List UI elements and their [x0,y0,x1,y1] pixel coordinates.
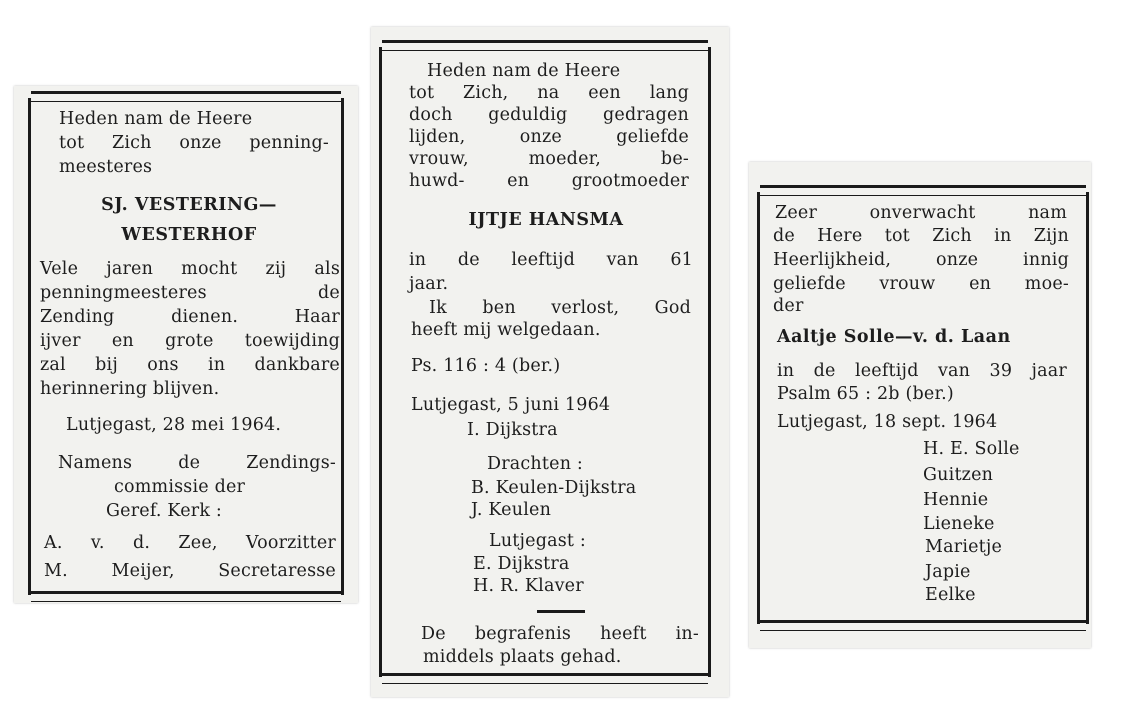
scripture-reference: Ps. 116 : 4 (ber.) [411,356,561,376]
death-notice-westerhof [14,86,358,603]
family-member: J. Keulen [471,500,552,520]
notice-line: der [773,296,804,316]
notice-line: meesteres [59,157,153,177]
notice-line: Heden nam de Heere [59,109,253,129]
notice-line: huwd- en grootmoeder [409,171,689,191]
notice-date: Lutjegast, 18 sept. 1964 [777,412,998,432]
notice-date: Lutjegast, 28 mei 1964. [66,415,282,435]
notice-line: lijden, onze geliefde [409,127,689,147]
notice-line: Heden nam de Heere [427,61,621,81]
deceased-name: Aaltje Solle—v. d. Laan [777,327,1011,347]
notice-line: tot Zich, na een lang [409,83,689,103]
notice-line: heeft mij welgedaan. [411,320,601,340]
notice-line: tot Zich onze penning- [59,133,329,153]
signatory-line: A. v. d. Zee, Voorzitter [44,533,336,553]
notice-line: in de leeftijd van 61 [409,250,693,270]
family-member: H. R. Klaver [473,576,584,596]
notice-line: Zeer onverwacht nam [775,203,1067,223]
notice-line: De begrafenis heeft in- [421,624,699,644]
notice-line: in de leeftijd van 39 jaar [777,361,1067,381]
death-notice-hansma [371,27,729,697]
notice-line: middels plaats gehad. [423,647,622,667]
notice-line: zal bij ons in dankbare [40,355,340,375]
family-member: Lieneke [923,514,995,534]
family-member: B. Keulen-Dijkstra [471,478,637,498]
notice-line: geliefde vrouw en moe- [773,274,1069,294]
death-notice-solle [749,162,1091,648]
family-member: Eelke [925,585,976,605]
deceased-name: IJTJE HANSMA [468,210,624,230]
notice-date: Lutjegast, 5 juni 1964 [411,395,611,415]
signatory-line: Namens de Zendings- [58,453,336,473]
notice-top-rule [760,185,1086,196]
deceased-name: SJ. VESTERING— [101,195,277,215]
notice-line: Vele jaren mocht zij als [40,259,340,279]
notice-line: Ik ben verlost, God [429,298,691,318]
notice-line: Zending dienen. Haar [40,307,340,327]
deceased-name: WESTERHOF [121,225,257,245]
notice-line: de Here tot Zich in Zijn [773,226,1069,246]
family-member: Marietje [925,537,1003,557]
notice-line: vrouw, moeder, be- [409,149,689,169]
family-member: Hennie [923,490,989,510]
family-place: Lutjegast : [489,531,587,551]
notice-bottom-rule [760,620,1086,631]
signatory-line: Geref. Kerk : [106,501,223,521]
family-member: I. Dijkstra [467,420,558,440]
scripture-reference: Psalm 65 : 2b (ber.) [777,384,954,404]
notice-line: jaar. [409,274,449,294]
notice-line: herinnering blijven. [40,379,220,399]
notice-bottom-rule [382,673,708,684]
family-member: Guitzen [923,465,994,485]
notice-top-rule [382,40,708,51]
family-member: E. Dijkstra [473,554,570,574]
family-member: H. E. Solle [923,439,1020,459]
notice-line: penningmeesteres de [40,283,340,303]
signatory-line: M. Meijer, Secretaresse [44,561,336,581]
family-place: Drachten : [487,454,584,474]
notice-line: Heerlijkheid, onze innig [773,250,1069,270]
signatory-line: commissie der [114,477,246,497]
family-member: Japie [925,562,971,582]
notice-line: ijver en grote toewijding [40,331,340,351]
notice-top-rule [31,91,341,102]
separator-rule [537,610,585,613]
notice-line: doch geduldig gedragen [409,105,689,125]
notice-bottom-rule [31,591,341,602]
